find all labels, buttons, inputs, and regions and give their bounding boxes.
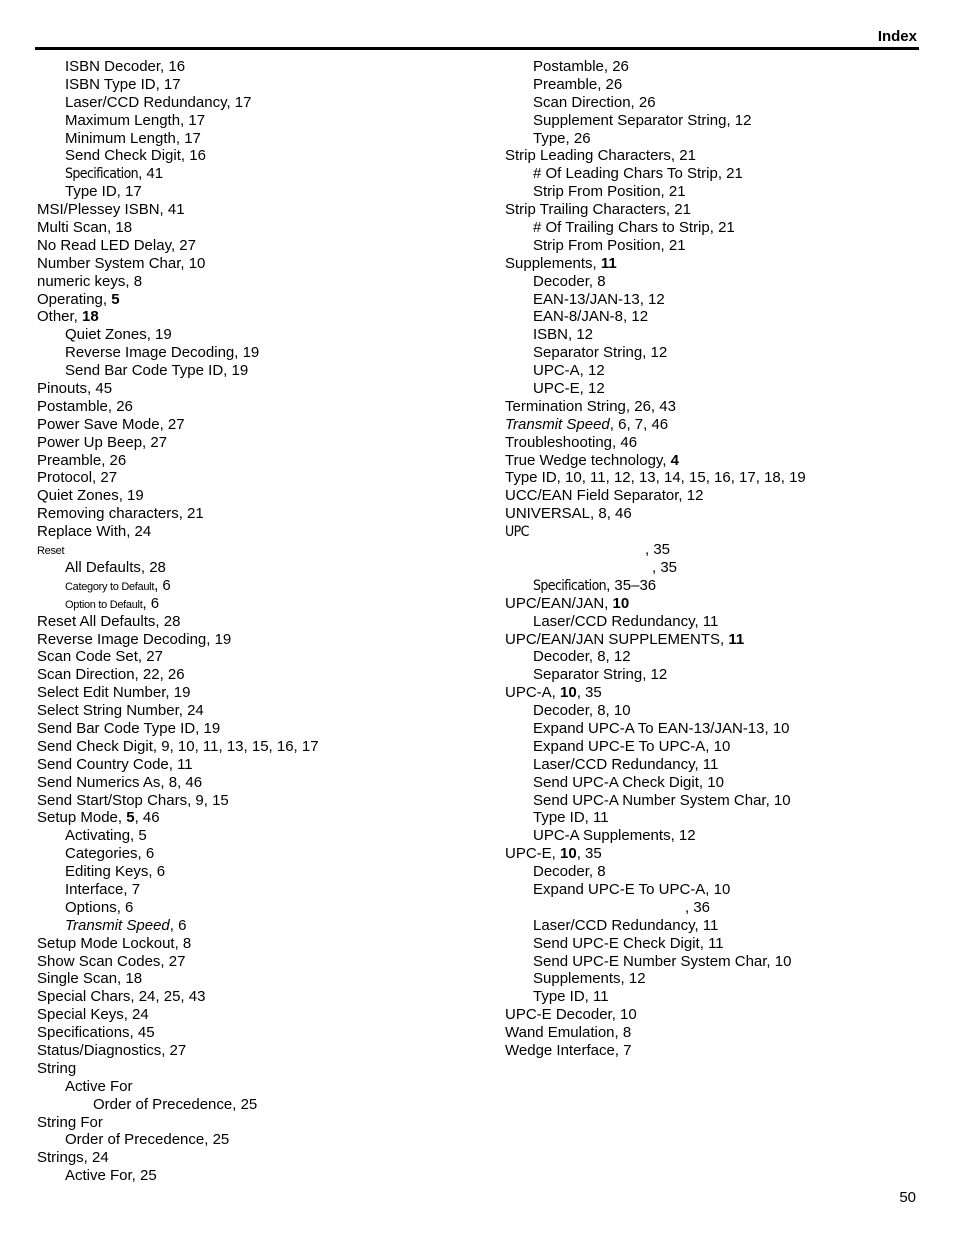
index-entry-term: Send UPC-A Number System Char, 10 xyxy=(533,791,791,809)
index-entry-term: No Read LED Delay, 27 xyxy=(37,236,196,254)
index-entry-term: Scan Code Set, 27 xyxy=(37,648,163,666)
index-entry-term: Other, xyxy=(37,308,83,326)
index-entry-term: Operating, xyxy=(37,290,112,308)
index-entry xyxy=(37,94,497,112)
index-entry-term: Status/Diagnostics, 27 xyxy=(37,1041,187,1059)
index-entry xyxy=(37,809,497,827)
index-entry xyxy=(37,523,497,541)
page-number: 50 xyxy=(899,1189,916,1206)
index-entry-term: Send Check Digit, 16 xyxy=(65,147,206,165)
index-entry-term: Specifications, 45 xyxy=(37,1024,155,1042)
index-entry-term: Quiet Zones, 19 xyxy=(37,487,144,505)
index-entry xyxy=(505,523,935,541)
index-entry xyxy=(505,505,935,523)
index-entry-term: Supplements, 12 xyxy=(533,970,646,988)
index-entry xyxy=(505,326,935,344)
index-entry-term: Reverse Image Decoding, 19 xyxy=(37,630,232,648)
index-entry xyxy=(505,112,935,130)
index-entry-term: Type, 26 xyxy=(533,129,591,147)
index-entry xyxy=(505,774,935,792)
index-entry xyxy=(37,416,497,434)
index-entry xyxy=(37,130,497,148)
index-entry-primary-page: 11 xyxy=(600,254,617,272)
index-entry-term: Wedge Interface, 7 xyxy=(505,1041,632,1059)
index-entry-term: UPC-A, xyxy=(505,684,561,702)
index-entry xyxy=(505,541,935,559)
header-rule xyxy=(35,47,919,50)
index-entry-term: Send UPC-A Check Digit, 10 xyxy=(533,773,724,791)
index-entry xyxy=(505,219,935,237)
index-entry-pages: , 41 xyxy=(138,165,164,183)
index-entry xyxy=(505,970,935,988)
index-entry-term: Send UPC-E Number System Char, 10 xyxy=(533,952,792,970)
index-entry xyxy=(505,94,935,112)
index-entry xyxy=(37,1149,497,1167)
index-entry-term: Categories, 6 xyxy=(65,845,155,863)
page-header-title: Index xyxy=(877,28,917,45)
index-entry-term: Replace With, 24 xyxy=(37,523,152,541)
index-entry xyxy=(37,792,497,810)
index-entry xyxy=(37,326,497,344)
index-entry xyxy=(37,1096,497,1114)
index-entry-term: Special Keys, 24 xyxy=(37,1006,149,1024)
index-entry xyxy=(505,827,935,845)
index-entry xyxy=(505,863,935,881)
index-entry xyxy=(505,58,935,76)
index-entry-primary-page: 5 xyxy=(126,809,135,827)
index-entry xyxy=(37,631,497,649)
index-entry xyxy=(37,666,497,684)
index-entry xyxy=(37,1131,497,1149)
index-entry-term: Reset All Defaults, 28 xyxy=(37,612,181,630)
index-entry xyxy=(505,308,935,326)
index-entry-term: True Wedge technology, xyxy=(505,451,671,469)
index-entry-term: Expand UPC-A To EAN-13/JAN-13, 10 xyxy=(533,719,790,737)
index-entry xyxy=(505,237,935,255)
index-entry xyxy=(505,380,935,398)
index-entry-term: ISBN, 12 xyxy=(533,326,594,344)
index-entry-term: UPC-A, 12 xyxy=(533,362,605,380)
index-entry-term: Preamble, 26 xyxy=(37,451,127,469)
index-entry-term: Send Numerics As, 8, 46 xyxy=(37,773,203,791)
index-entry-term: Select Edit Number, 19 xyxy=(37,684,191,702)
index-entry xyxy=(37,684,497,702)
index-entry xyxy=(37,1024,497,1042)
index-entry-term: Minimum Length, 17 xyxy=(65,129,201,147)
index-entry xyxy=(505,416,935,434)
index-entry-term: Termination String, 26, 43 xyxy=(505,397,676,415)
index-entry xyxy=(37,970,497,988)
index-entry-primary-page: 5 xyxy=(111,290,120,308)
index-entry-primary-page: 18 xyxy=(82,308,99,326)
index-entry xyxy=(505,666,935,684)
index-entry-term: Type ID, 11 xyxy=(533,988,609,1006)
index-entry xyxy=(505,452,935,470)
index-entry-primary-page: 10 xyxy=(612,594,630,612)
index-entry-term: Laser/CCD Redundancy, 17 xyxy=(65,93,252,111)
index-entry-term: Strip From Position, 21 xyxy=(533,183,686,201)
index-entry-term: # Of Trailing Chars to Strip, 21 xyxy=(533,219,735,237)
index-entry-term: Send UPC-E Check Digit, 11 xyxy=(533,934,724,952)
index-entry-term: Quiet Zones, 19 xyxy=(65,326,172,344)
index-entry-term: Editing Keys, 6 xyxy=(65,863,166,881)
index-entry-pages: , 35 xyxy=(576,845,602,863)
index-entry-term: Type ID, 17 xyxy=(65,183,142,201)
index-entry-term: UNIVERSAL, 8, 46 xyxy=(505,505,632,523)
index-entry xyxy=(505,362,935,380)
index-entry-term: Reset xyxy=(37,545,65,558)
index-entry xyxy=(37,380,497,398)
index-entry xyxy=(505,845,935,863)
index-entry xyxy=(37,219,497,237)
index-entry-term: Postamble, 26 xyxy=(533,58,629,75)
index-column-right xyxy=(505,58,935,1060)
index-entry xyxy=(37,452,497,470)
index-entry xyxy=(37,863,497,881)
index-entry-term: Laser/CCD Redundancy, 11 xyxy=(533,755,719,773)
index-column-left xyxy=(37,58,497,1185)
index-entry xyxy=(37,112,497,130)
index-entry xyxy=(37,827,497,845)
index-entry xyxy=(37,720,497,738)
index-entry xyxy=(37,273,497,291)
index-entry xyxy=(37,648,497,666)
index-entry-term: Decoder, 8 xyxy=(533,272,606,290)
index-entry xyxy=(505,559,935,577)
index-entry xyxy=(37,988,497,1006)
index-entry xyxy=(37,76,497,94)
index-entry xyxy=(505,613,935,631)
index-entry-term: Options, 6 xyxy=(65,898,134,916)
index-entry xyxy=(505,577,935,595)
index-entry-term: ISBN Decoder, 16 xyxy=(65,58,186,75)
index-entry xyxy=(37,237,497,255)
index-entry xyxy=(37,577,497,595)
index-entry xyxy=(37,1042,497,1060)
index-entry-term: UPC xyxy=(505,524,529,541)
index-entry xyxy=(37,469,497,487)
index-entry xyxy=(37,702,497,720)
index-entry-pages: , 6 xyxy=(169,916,187,934)
index-entry xyxy=(37,165,497,183)
index-entry-term: Specification xyxy=(533,577,607,594)
index-entry-term: EAN-13/JAN-13, 12 xyxy=(533,290,665,308)
index-entry-term: Troubleshooting, 46 xyxy=(505,433,638,451)
index-entry-term: ISBN Type ID, 17 xyxy=(65,75,181,93)
index-entry-pages: , 35–36 xyxy=(606,576,657,594)
index-entry-term: Number System Char, 10 xyxy=(37,254,206,272)
index-entry xyxy=(505,487,935,505)
index-entry xyxy=(37,899,497,917)
index-entry-term: Maximum Length, 17 xyxy=(65,111,206,129)
index-entry-term: Send Bar Code Type ID, 19 xyxy=(65,362,249,380)
index-entry-term: UPC/EAN/JAN, xyxy=(505,594,613,612)
index-entry-term: Wand Emulation, 8 xyxy=(505,1024,632,1042)
index-entry xyxy=(37,1167,497,1185)
index-entry-term: Send Country Code, 11 xyxy=(37,755,193,773)
index-entry-term: Scan Direction, 26 xyxy=(533,93,656,111)
index-entry-term: Reverse Image Decoding, 19 xyxy=(65,344,260,362)
index-entry-term: Scan Direction, 22, 26 xyxy=(37,666,185,684)
index-entry-term: Power Up Beep, 27 xyxy=(37,433,168,451)
index-entry-term: Expand UPC-E To UPC-A, 10 xyxy=(533,737,731,755)
index-entry xyxy=(505,595,935,613)
index-entry-term: EAN-8/JAN-8, 12 xyxy=(533,308,649,326)
index-entry-term: Active For xyxy=(65,1077,133,1095)
index-entry xyxy=(37,1060,497,1078)
index-entry xyxy=(505,344,935,362)
index-entry xyxy=(505,469,935,487)
index-entry-term: Specification xyxy=(65,166,139,183)
index-entry-term: Setup Mode Lockout, 8 xyxy=(37,934,192,952)
index-entry xyxy=(505,398,935,416)
index-entry-term: All Defaults, 28 xyxy=(65,558,166,576)
index-entry xyxy=(37,953,497,971)
index-entry-term: Special Chars, 24, 25, 43 xyxy=(37,988,206,1006)
index-entry-term: Strip From Position, 21 xyxy=(533,236,686,254)
index-entry-term: , 36 xyxy=(685,898,711,916)
index-entry xyxy=(37,1114,497,1132)
index-entry xyxy=(505,953,935,971)
index-entry xyxy=(37,434,497,452)
index-entry xyxy=(37,201,497,219)
index-entry-term: Laser/CCD Redundancy, 11 xyxy=(533,916,719,934)
index-entry xyxy=(505,76,935,94)
index-entry xyxy=(505,130,935,148)
index-entry-term: Send Bar Code Type ID, 19 xyxy=(37,719,221,737)
index-entry xyxy=(505,881,935,899)
index-entry-term: Activating, 5 xyxy=(65,827,147,845)
index-entry xyxy=(505,809,935,827)
index-entry xyxy=(505,631,935,649)
index-entry-term: UPC-E, xyxy=(505,845,561,863)
index-entry-term: Preamble, 26 xyxy=(533,75,623,93)
index-entry-term: Strings, 24 xyxy=(37,1149,109,1167)
index-entry-term: Order of Precedence, 25 xyxy=(93,1095,258,1113)
index-entry xyxy=(37,541,497,559)
index-entry xyxy=(37,845,497,863)
index-entry xyxy=(505,917,935,935)
index-entry-term: numeric keys, 8 xyxy=(37,272,143,290)
index-entry-term: Decoder, 8, 12 xyxy=(533,648,631,666)
index-entry-term: Transmit Speed xyxy=(65,916,170,934)
index-entry-primary-page: 10 xyxy=(560,684,577,702)
index-entry-term: Multi Scan, 18 xyxy=(37,219,133,237)
index-entry-term: , 35 xyxy=(652,558,678,576)
index-entry-term: Type ID, 11 xyxy=(533,809,609,827)
index-entry xyxy=(505,255,935,273)
index-entry-term: Show Scan Codes, 27 xyxy=(37,952,186,970)
index-entry-term: Single Scan, 18 xyxy=(37,970,143,988)
index-entry xyxy=(37,1006,497,1024)
index-entry-term: Separator String, 12 xyxy=(533,666,668,684)
index-entry xyxy=(505,756,935,774)
index-entry-term: Postamble, 26 xyxy=(37,397,133,415)
index-entry xyxy=(37,147,497,165)
index-entry-term: , 35 xyxy=(645,541,671,559)
index-entry-term: Laser/CCD Redundancy, 11 xyxy=(533,612,719,630)
index-entry-term: Strip Leading Characters, 21 xyxy=(505,147,696,165)
index-entry-term: Supplements, xyxy=(505,254,601,272)
index-entry xyxy=(37,505,497,523)
index-entry xyxy=(505,273,935,291)
index-entry-primary-page: 4 xyxy=(670,451,679,469)
index-entry-term: Separator String, 12 xyxy=(533,344,668,362)
index-entry-term: MSI/Plessey ISBN, 41 xyxy=(37,201,185,219)
index-entry-term: UPC-A Supplements, 12 xyxy=(533,827,696,845)
index-entry xyxy=(505,291,935,309)
index-entry-pages: , 6 xyxy=(154,576,171,594)
index-entry-primary-page: 10 xyxy=(560,845,577,863)
index-entry xyxy=(37,559,497,577)
index-entry-term: String xyxy=(37,1059,77,1077)
index-entry xyxy=(37,58,497,76)
index-entry-term: Setup Mode, xyxy=(37,809,127,827)
index-entry xyxy=(505,434,935,452)
index-entry-term: UCC/EAN Field Separator, 12 xyxy=(505,487,704,505)
index-entry xyxy=(505,183,935,201)
index-entry xyxy=(505,1024,935,1042)
index-entry xyxy=(505,147,935,165)
index-entry-pages: , 6, 7, 46 xyxy=(609,415,669,433)
index-entry-term: Removing characters, 21 xyxy=(37,505,204,523)
index-entry xyxy=(505,201,935,219)
index-entry xyxy=(37,398,497,416)
index-entry-term: Decoder, 8 xyxy=(533,863,606,881)
index-entry-term: Active For, 25 xyxy=(65,1167,157,1185)
index-entry xyxy=(505,1006,935,1024)
index-entry xyxy=(37,881,497,899)
index-entry-term: Protocol, 27 xyxy=(37,469,118,487)
index-entry-primary-page: 11 xyxy=(728,630,745,648)
index-entry-term: Power Save Mode, 27 xyxy=(37,415,185,433)
index-entry-term: Supplement Separator String, 12 xyxy=(533,111,752,129)
index-entry xyxy=(505,684,935,702)
index-entry xyxy=(37,308,497,326)
index-entry-term: Strip Trailing Characters, 21 xyxy=(505,201,691,219)
index-entry xyxy=(37,255,497,273)
index-entry-term: Expand UPC-E To UPC-A, 10 xyxy=(533,880,731,898)
index-entry xyxy=(37,774,497,792)
index-entry-term: Decoder, 8, 10 xyxy=(533,702,631,720)
index-entry xyxy=(505,738,935,756)
index-entry xyxy=(37,917,497,935)
index-entry xyxy=(505,648,935,666)
index-entry-pages: , 46 xyxy=(134,809,160,827)
index-entry-term: Select String Number, 24 xyxy=(37,702,204,720)
index-entry xyxy=(37,595,497,613)
index-entry-pages: , 6 xyxy=(142,594,160,612)
index-entry-term: Transmit Speed xyxy=(505,415,610,433)
index-entry xyxy=(505,1042,935,1060)
index-entry-term: Send Check Digit, 9, 10, 11, 13, 15, 16, 17 xyxy=(37,737,319,755)
index-entry xyxy=(505,165,935,183)
index-entry xyxy=(505,702,935,720)
index-entry xyxy=(505,935,935,953)
index-entry xyxy=(37,183,497,201)
index-entry xyxy=(37,935,497,953)
index-entry xyxy=(37,738,497,756)
index-entry-term: Category to Default xyxy=(65,580,155,593)
index-entry-term: String For xyxy=(37,1113,103,1131)
index-entry xyxy=(37,344,497,362)
index-entry-term: # Of Leading Chars To Strip, 21 xyxy=(533,165,743,183)
index-entry xyxy=(505,899,935,917)
index-entry xyxy=(37,1078,497,1096)
index-entry-term: UPC/EAN/JAN SUPPLEMENTS, xyxy=(505,630,729,648)
index-entry xyxy=(505,720,935,738)
index-entry xyxy=(37,487,497,505)
index-entry xyxy=(505,792,935,810)
index-entry-term: Option to Default xyxy=(65,598,143,611)
index-entry xyxy=(505,988,935,1006)
index-entry xyxy=(37,613,497,631)
index-entry xyxy=(37,362,497,380)
index-entry xyxy=(37,291,497,309)
index-entry-term: Send Start/Stop Chars, 9, 15 xyxy=(37,791,229,809)
index-entry-term: Order of Precedence, 25 xyxy=(65,1131,230,1149)
index-entry-term: Type ID, 10, 11, 12, 13, 14, 15, 16, 17, 18, 19 xyxy=(505,469,806,487)
index-entry-term: Pinouts, 45 xyxy=(37,380,113,398)
index-entry-term: Interface, 7 xyxy=(65,880,141,898)
index-entry-term: UPC-E Decoder, 10 xyxy=(505,1006,637,1024)
index-entry-pages: , 35 xyxy=(576,684,602,702)
index-entry xyxy=(37,756,497,774)
index-entry-term: UPC-E, 12 xyxy=(533,380,605,398)
